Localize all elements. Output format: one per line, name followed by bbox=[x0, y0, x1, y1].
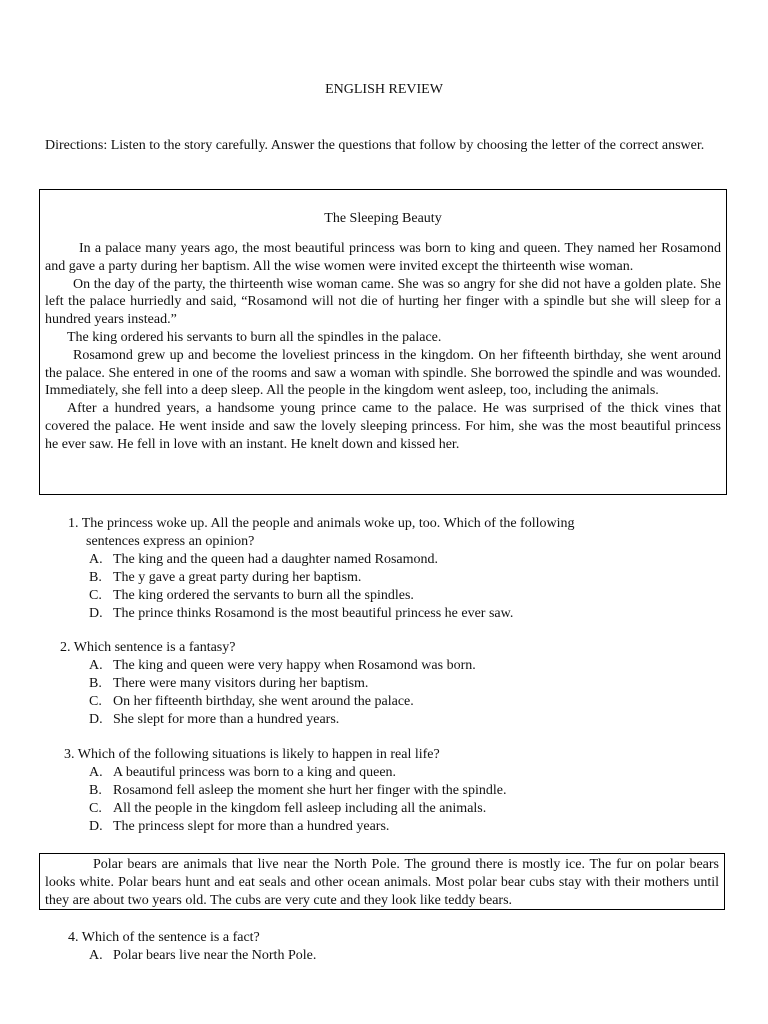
question-text-continued: sentences express an opinion? bbox=[86, 534, 255, 549]
option-c[interactable] bbox=[0, 693, 768, 711]
directions-text: Directions: Listen to the story carefully. Answer the questions that follow by choosing the letter of the correct answer. bbox=[45, 138, 705, 153]
option-text: Rosamond fell asleep the moment she hurt her finger with the spindle. bbox=[113, 783, 507, 798]
story-paragraph: On the day of the party, the thirteenth wise woman came. She was so angry for she did not have a golden plate. She left the palace hurriedly and said, “Rosamond will not die of hurting her finger with a spindle but she will sleep for a hundred years instead.” bbox=[45, 276, 721, 328]
option-text: There were many visitors during her baptism. bbox=[113, 676, 369, 691]
option-d[interactable] bbox=[0, 711, 768, 729]
question-stem bbox=[0, 515, 768, 533]
story-paragraph: After a hundred years, a handsome young prince came to the palace. He was surprised of the thick vines that covered the palace. He went inside and saw the lovely sleeping princess. For him, she was the most beautiful princess he ever saw. He fell in love with an instant. He knelt down and kissed her. bbox=[45, 401, 721, 452]
story-title: The Sleeping Beauty bbox=[324, 211, 442, 226]
option-b[interactable] bbox=[0, 782, 768, 800]
option-d[interactable] bbox=[0, 818, 768, 836]
option-letter: D. bbox=[89, 819, 103, 834]
option-text: She slept for more than a hundred years. bbox=[113, 712, 340, 727]
option-letter: A. bbox=[89, 765, 103, 780]
question-text: Which of the following situations is likely to happen in real life? bbox=[77, 747, 440, 762]
question-number: 1. bbox=[68, 516, 79, 531]
option-text: A beautiful princess was born to a king and queen. bbox=[113, 765, 397, 780]
option-text: The prince thinks Rosamond is the most beautiful princess he ever saw. bbox=[113, 606, 514, 621]
option-a[interactable] bbox=[0, 551, 768, 569]
option-b[interactable] bbox=[0, 569, 768, 587]
story-paragraph: Rosamond grew up and become the loveliest princess in the kingdom. On her fifteenth birthday, she went around the palace. She entered in one of the rooms and saw a woman with spindle. She borrowed the spindle and was wounded. Immediately, she fell into a deep sleep. All the people in the kingdom went asleep, too, including the animals. bbox=[45, 347, 721, 399]
option-letter: B. bbox=[89, 570, 102, 585]
option-letter: B. bbox=[89, 676, 102, 691]
page-title: ENGLISH REVIEW bbox=[325, 82, 443, 97]
question-text: Which sentence is a fantasy? bbox=[73, 640, 236, 655]
option-b[interactable] bbox=[0, 675, 768, 693]
option-text: The y gave a great party during her baptism. bbox=[113, 570, 362, 585]
option-text: The king and the queen had a daughter named Rosamond. bbox=[113, 552, 439, 567]
option-letter: B. bbox=[89, 783, 102, 798]
option-a[interactable] bbox=[0, 947, 768, 965]
option-a[interactable] bbox=[0, 657, 768, 675]
option-text: Polar bears live near the North Pole. bbox=[113, 948, 317, 963]
question-1 bbox=[0, 515, 768, 623]
option-c[interactable] bbox=[0, 587, 768, 605]
option-c[interactable] bbox=[0, 800, 768, 818]
polar-bear-passage: Polar bears are animals that live near the North Pole. The ground there is mostly ice. The fur on polar bears looks white. Polar bears hunt and eat seals and other ocean animals. Most polar bear cubs stay with their mothers until they are about two years old. The cubs are very cute and they look like teddy bears. bbox=[45, 857, 719, 908]
polar-bear-passage-box bbox=[39, 853, 725, 910]
option-letter: D. bbox=[89, 712, 103, 727]
option-letter: C. bbox=[89, 694, 102, 709]
question-stem bbox=[0, 639, 768, 657]
question-4 bbox=[0, 929, 768, 965]
option-text: The king ordered the servants to burn all the spindles. bbox=[113, 588, 414, 603]
question-number: 3. bbox=[64, 747, 75, 762]
option-letter: D. bbox=[89, 606, 103, 621]
question-number: 4. bbox=[68, 930, 79, 945]
option-letter: A. bbox=[89, 658, 103, 673]
question-3 bbox=[0, 746, 768, 836]
option-text: The king and queen were very happy when Rosamond was born. bbox=[113, 658, 476, 673]
option-text: On her fifteenth birthday, she went around the palace. bbox=[113, 694, 414, 709]
option-text: The princess slept for more than a hundred years. bbox=[113, 819, 390, 834]
option-text: All the people in the kingdom fell asleep including all the animals. bbox=[113, 801, 487, 816]
question-stem bbox=[0, 929, 768, 947]
question-stem bbox=[0, 746, 768, 764]
option-letter: C. bbox=[89, 588, 102, 603]
story-paragraph: In a palace many years ago, the most beautiful princess was born to king and queen. They named her Rosamond and gave a party during her baptism. All the wise women were invited except the thirteenth wise woman. bbox=[45, 241, 721, 274]
question-text: Which of the sentence is a fact? bbox=[81, 930, 260, 945]
option-a[interactable] bbox=[0, 764, 768, 782]
question-2 bbox=[0, 639, 768, 729]
story-box bbox=[39, 189, 727, 495]
question-number: 2. bbox=[60, 640, 71, 655]
option-letter: C. bbox=[89, 801, 102, 816]
story-paragraph: The king ordered his servants to burn all the spindles in the palace. bbox=[67, 329, 442, 345]
question-text: The princess woke up. All the people and animals woke up, too. Which of the following bbox=[81, 516, 575, 531]
option-d[interactable] bbox=[0, 605, 768, 623]
option-letter: A. bbox=[89, 552, 103, 567]
option-letter: A. bbox=[89, 948, 103, 963]
